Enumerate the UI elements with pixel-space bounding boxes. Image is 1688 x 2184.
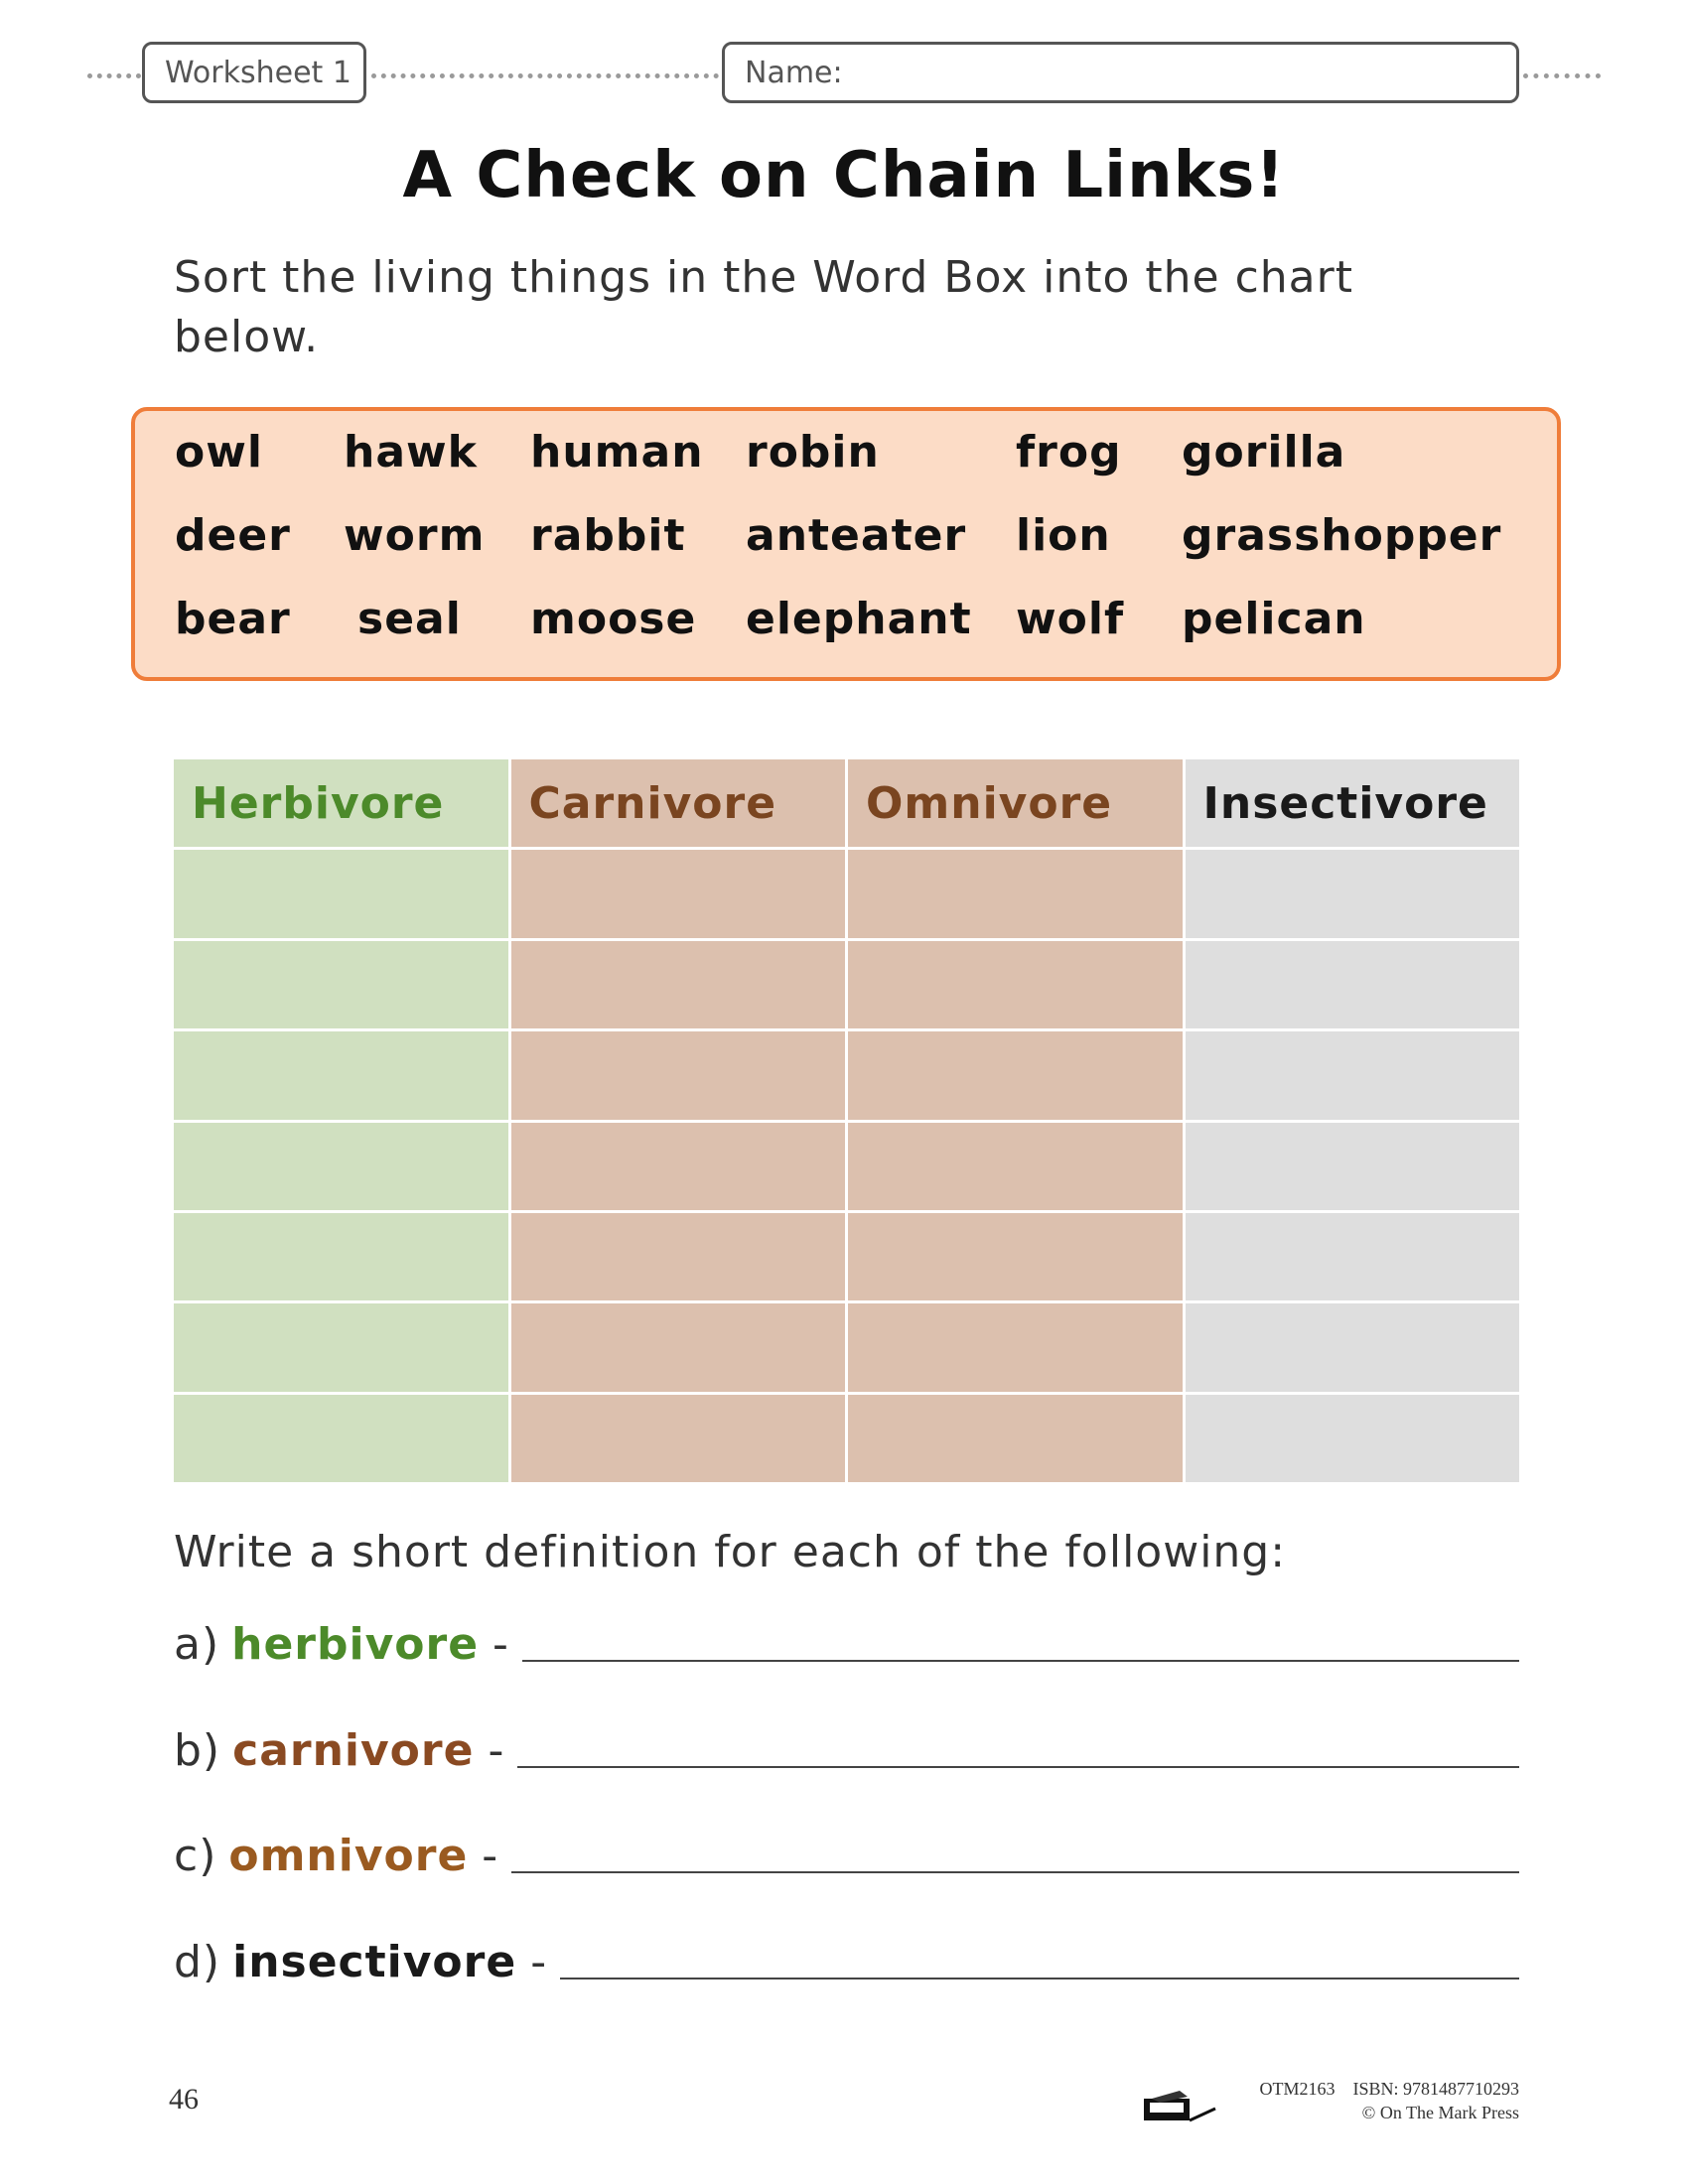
word-box-word: owl <box>175 427 263 478</box>
page-title: A Check on Chain Links! <box>402 139 1286 212</box>
chart-cell-insectivore[interactable] <box>1186 941 1520 1028</box>
chart-cell-insectivore[interactable] <box>1186 850 1520 937</box>
word-box-word: bear <box>175 594 291 644</box>
chart-header-carnivore: Carnivore <box>511 759 846 847</box>
definition-letter: c) <box>174 1831 217 1881</box>
chart-cell-insectivore[interactable] <box>1186 1123 1520 1210</box>
definition-dash: - <box>530 1937 547 1987</box>
header-dotted-rule-middle <box>371 73 719 78</box>
name-label: Name: <box>745 55 843 90</box>
word-box-word: gorilla <box>1182 427 1346 478</box>
chart-cell-herbivore[interactable] <box>174 850 508 937</box>
word-box-word: hawk <box>344 427 478 478</box>
word-box-word: moose <box>530 594 697 644</box>
press-logo-icon <box>1142 2089 1221 2124</box>
definition-row-carnivore <box>174 1716 1519 1776</box>
definition-dash: - <box>492 1619 508 1670</box>
footer-codes <box>1241 2077 1519 2101</box>
chart-cell-insectivore[interactable] <box>1186 1395 1520 1482</box>
chart-cell-carnivore[interactable] <box>511 1303 846 1391</box>
publisher-credit: © On The Mark Press <box>1361 2103 1519 2122</box>
definition-answer-line[interactable] <box>522 1660 1519 1662</box>
definition-dash: - <box>482 1831 498 1881</box>
chart-cell-omnivore[interactable] <box>848 850 1183 937</box>
word-box-word: lion <box>1016 510 1111 561</box>
definition-answer-line[interactable] <box>517 1766 1519 1768</box>
definition-answer-line[interactable] <box>560 1978 1519 1979</box>
chart-cell-insectivore[interactable] <box>1186 1213 1520 1300</box>
word-box-word: human <box>530 427 704 478</box>
chart-cell-carnivore[interactable] <box>511 941 846 1028</box>
isbn-text: ISBN: 9781487710293 <box>1352 2079 1519 2099</box>
word-box <box>131 407 1561 681</box>
definition-term: carnivore <box>232 1725 475 1776</box>
definition-term: herbivore <box>231 1619 480 1670</box>
word-box-word: robin <box>746 427 880 478</box>
chart-cell-herbivore[interactable] <box>174 1213 508 1300</box>
chart-cell-herbivore[interactable] <box>174 1303 508 1391</box>
definition-dash: - <box>488 1725 504 1776</box>
name-field[interactable] <box>722 42 1519 103</box>
chart-cell-herbivore[interactable] <box>174 1395 508 1482</box>
word-box-word: elephant <box>746 594 972 644</box>
sorting-chart <box>174 759 1519 1482</box>
header-dotted-rule-left <box>87 73 141 78</box>
definition-letter: b) <box>174 1725 221 1776</box>
definition-row-insectivore <box>174 1928 1519 1987</box>
word-box-word: pelican <box>1182 594 1366 644</box>
worksheet-tab <box>142 42 366 103</box>
word-box-word: anteater <box>746 510 967 561</box>
product-code: OTM2163 <box>1259 2079 1336 2099</box>
page-number: 46 <box>169 2083 199 2116</box>
chart-cell-carnivore[interactable] <box>511 1123 846 1210</box>
definition-term: omnivore <box>228 1831 469 1881</box>
word-box-word: rabbit <box>530 510 686 561</box>
definition-answer-line[interactable] <box>511 1871 1519 1873</box>
definition-term: insectivore <box>232 1937 517 1987</box>
chart-cell-herbivore[interactable] <box>174 1123 508 1210</box>
chart-cell-omnivore[interactable] <box>848 1395 1183 1482</box>
chart-cell-carnivore[interactable] <box>511 1213 846 1300</box>
chart-cell-carnivore[interactable] <box>511 850 846 937</box>
chart-cell-herbivore[interactable] <box>174 941 508 1028</box>
instructions-text: Sort the living things in the Word Box into the chart below. <box>174 252 1353 362</box>
chart-header-insectivore: Insectivore <box>1186 759 1520 847</box>
chart-cell-omnivore[interactable] <box>848 1123 1183 1210</box>
chart-cell-carnivore[interactable] <box>511 1031 846 1119</box>
chart-cell-omnivore[interactable] <box>848 1031 1183 1119</box>
chart-header-omnivore: Omnivore <box>848 759 1183 847</box>
word-box-word: deer <box>175 510 291 561</box>
definition-prompt: Write a short definition for each of the following: <box>174 1527 1287 1577</box>
header-dotted-rule-right <box>1523 73 1601 78</box>
chart-cell-carnivore[interactable] <box>511 1395 846 1482</box>
word-box-word: worm <box>344 510 486 561</box>
chart-header-herbivore: Herbivore <box>174 759 508 847</box>
word-box-word: wolf <box>1016 594 1125 644</box>
chart-cell-omnivore[interactable] <box>848 941 1183 1028</box>
definition-row-omnivore <box>174 1822 1519 1881</box>
chart-cell-insectivore[interactable] <box>1186 1031 1520 1119</box>
chart-cell-herbivore[interactable] <box>174 1031 508 1119</box>
definition-row-herbivore <box>174 1610 1519 1670</box>
chart-cell-omnivore[interactable] <box>848 1213 1183 1300</box>
definition-letter: a) <box>174 1619 220 1670</box>
chart-cell-omnivore[interactable] <box>848 1303 1183 1391</box>
publisher-footer <box>1241 2077 1519 2124</box>
worksheet-label: Worksheet 1 <box>165 55 352 90</box>
word-box-word: grasshopper <box>1182 510 1502 561</box>
chart-cell-insectivore[interactable] <box>1186 1303 1520 1391</box>
definition-letter: d) <box>174 1937 221 1987</box>
word-box-word: seal <box>357 594 462 644</box>
word-box-word: frog <box>1016 427 1122 478</box>
